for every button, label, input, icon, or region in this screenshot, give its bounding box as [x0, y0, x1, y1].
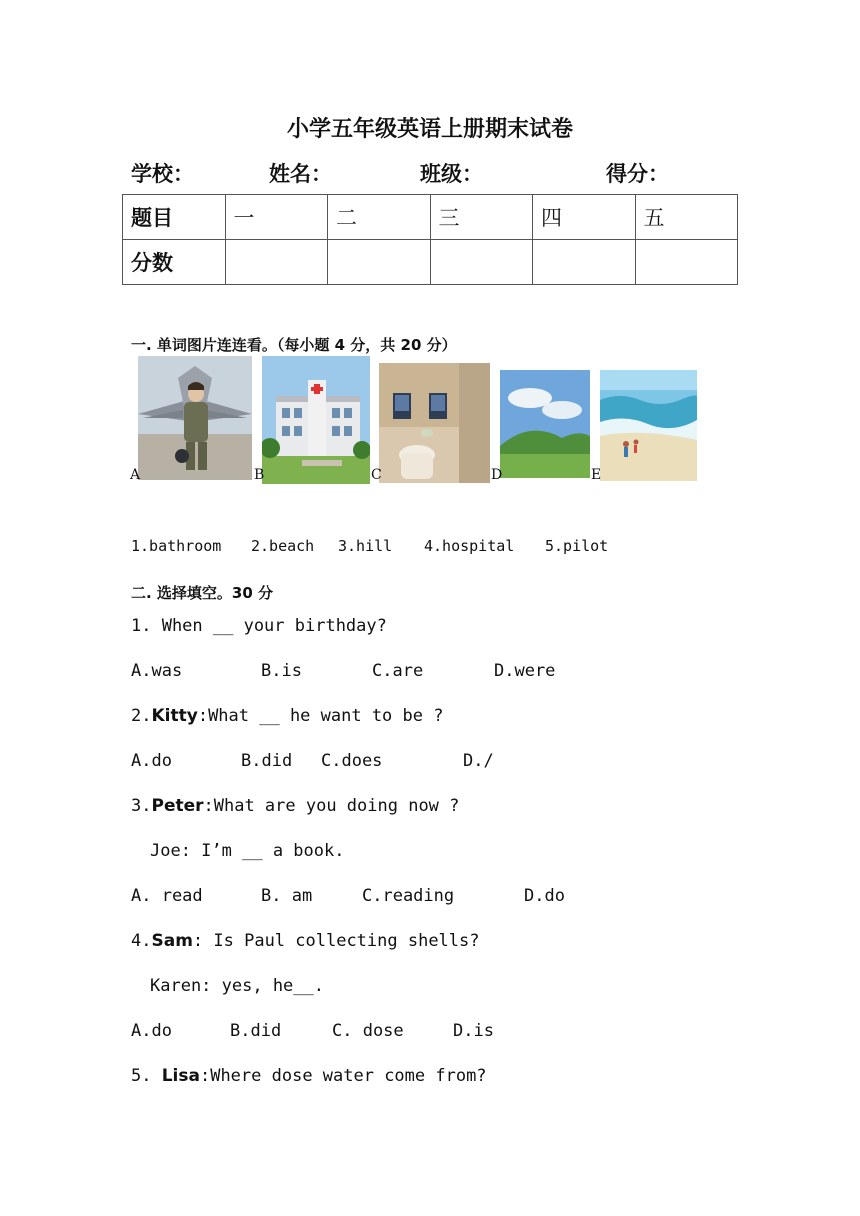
picture-letter-d: D [491, 467, 503, 483]
question-3-options [0, 886, 860, 910]
table-cell: 三 [430, 195, 533, 240]
question-number: 5. [131, 1066, 162, 1086]
option-c: C.reading [362, 886, 455, 906]
option-d: D.do [524, 886, 565, 906]
question-4-options [0, 1021, 860, 1045]
picture-letter-e: E [591, 467, 602, 483]
option-c: C.does [321, 751, 383, 771]
word-item: 5.pilot [545, 537, 609, 555]
table-cell [225, 240, 328, 285]
score-table-header-row [123, 195, 738, 240]
option-c: C. dose [332, 1021, 404, 1041]
hospital-building-photo [262, 356, 370, 484]
section-1-heading: 一. 单词图片连连看。（每小题 4 分，共 20 分） [131, 336, 457, 354]
option-c: C.are [372, 661, 424, 681]
word-item: 2.beach [251, 537, 315, 555]
question-number: 2. [131, 706, 152, 726]
option-d: D./ [463, 751, 494, 771]
score-table-score-row [123, 240, 738, 285]
picture-letter-b: B [254, 467, 265, 483]
picture-letter-a: A [130, 467, 141, 483]
exam-title: 小学五年级英语上册期末试卷 [286, 117, 573, 142]
table-cell [430, 240, 533, 285]
student-info-row [0, 158, 860, 190]
option-b: B.did [230, 1021, 282, 1041]
question-2-options [0, 751, 860, 775]
class-label: 班级： [420, 162, 483, 186]
school-label: 学校： [131, 162, 194, 186]
table-cell: 题目 [123, 195, 226, 240]
question-3 [131, 796, 459, 816]
speaker-name: Kitty [151, 706, 198, 726]
question-1: 1. When __ your birthday? [131, 616, 387, 636]
question-4 [131, 931, 480, 951]
table-cell [533, 240, 636, 285]
section-2-heading: 二. 选择填空。30 分 [131, 584, 274, 602]
pilot-jet-photo [138, 356, 252, 480]
table-cell: 四 [533, 195, 636, 240]
table-cell [328, 240, 431, 285]
option-d: D.were [494, 661, 556, 681]
question-text: :Where dose water come from? [199, 1066, 487, 1086]
speaker-name: Sam [151, 931, 193, 951]
name-label: 姓名： [269, 162, 332, 186]
score-table [122, 194, 738, 285]
word-item: 1.bathroom [131, 537, 222, 555]
option-b: B.did [241, 751, 293, 771]
option-a: A.was [131, 661, 183, 681]
beach-photo [600, 370, 697, 481]
question-5 [131, 1066, 487, 1086]
question-1-options [0, 661, 860, 685]
speaker-name: Peter [151, 796, 204, 816]
question-text: :What __ he want to be ? [197, 706, 444, 726]
question-text: : Is Paul collecting shells? [192, 931, 480, 951]
word-item: 3.hill [338, 537, 393, 555]
option-a: A. read [131, 886, 203, 906]
question-number: 3. [131, 796, 152, 816]
word-item: 4.hospital [424, 537, 515, 555]
question-number: 4. [131, 931, 152, 951]
speaker-name: Lisa [161, 1066, 200, 1086]
question-4-reply: Karen: yes, he__. [150, 976, 324, 996]
table-cell: 一 [225, 195, 328, 240]
table-cell: 二 [328, 195, 431, 240]
table-cell: 五 [635, 195, 738, 240]
option-b: B.is [261, 661, 302, 681]
question-2 [131, 706, 443, 726]
table-cell [635, 240, 738, 285]
option-a: A.do [131, 751, 172, 771]
option-b: B. am [261, 886, 313, 906]
question-text: :What are you doing now ? [203, 796, 460, 816]
bathroom-photo [379, 363, 490, 483]
table-cell: 分数 [123, 240, 226, 285]
option-a: A.do [131, 1021, 172, 1041]
score-label: 得分： [606, 162, 669, 186]
option-d: D.is [453, 1021, 494, 1041]
question-3-reply: Joe: I’m __ a book. [150, 841, 345, 861]
picture-letter-c: C [371, 467, 382, 483]
green-hill-photo [500, 370, 590, 478]
